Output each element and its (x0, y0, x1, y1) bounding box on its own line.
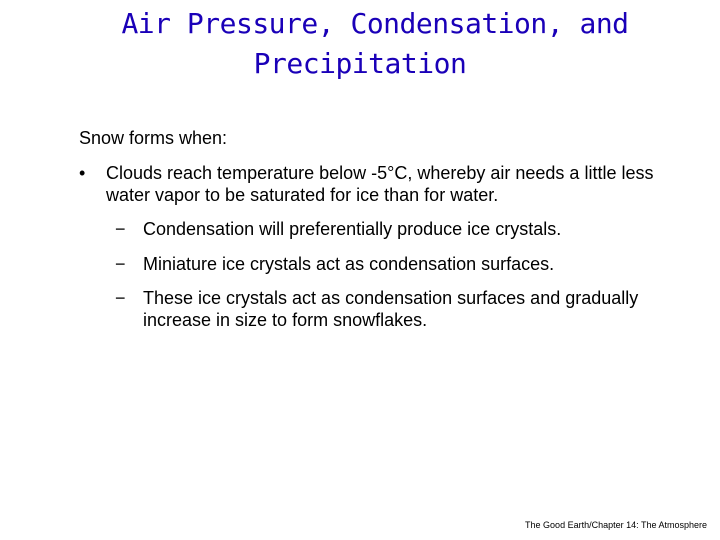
dash-marker: − (115, 219, 126, 239)
slide-title-line-2: Precipitation (253, 47, 467, 80)
dash-marker: − (115, 254, 126, 274)
bullet-marker: • (79, 163, 86, 183)
sub-bullet-item (115, 253, 655, 275)
bullet-text: Clouds reach temperature below -5°C, whereby air needs a little less water vapor to be saturated for ice than for water. (106, 163, 654, 205)
sub-bullet-text: These ice crystals act as condensation surfaces and gradually increase in size to form snowflakes. (143, 288, 639, 330)
slide-title-line-1: Air Pressure, Condensation, and (121, 7, 629, 40)
slide-footer: The Good Earth/Chapter 14: The Atmosphere (525, 520, 707, 530)
sub-bullet-item (115, 287, 655, 331)
sub-bullet-text: Miniature ice crystals act as condensation surfaces. (143, 254, 555, 274)
intro-text: Snow forms when: (79, 128, 228, 148)
bullet-item (79, 162, 659, 206)
dash-marker: − (115, 288, 126, 308)
slide-title (60, 4, 660, 84)
sub-bullet-text: Condensation will preferentially produce ice crystals. (143, 219, 562, 239)
sub-bullet-item (115, 218, 655, 240)
